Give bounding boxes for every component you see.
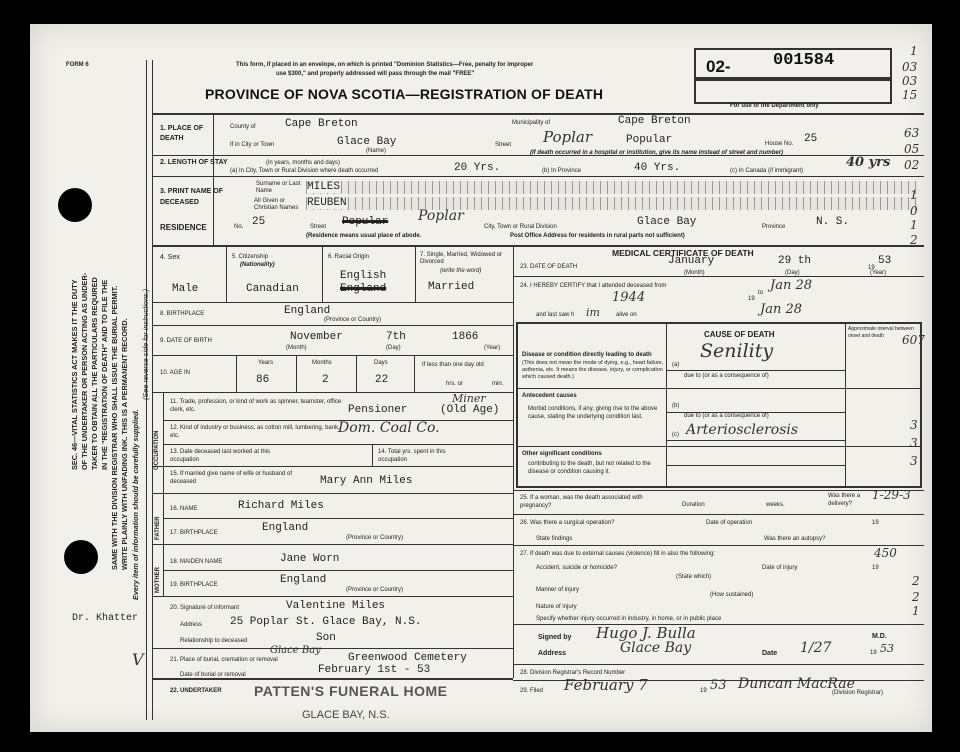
length-of-stay-sub: (in years, months and days) [266,160,341,166]
surname-label: Surname or Last Name [256,181,301,194]
signed-year-prefix: 19 [870,650,877,656]
father-name-value: Richard Miles [238,500,324,512]
industry-label: 12. Kind of industry or business, as cotton mill, lumbering, bank, etc. [170,425,340,439]
instruction-line-2: OF THE UNDERTAKER OR PERSON ACTING AS UNDER- [80,272,89,470]
alive-on-label: alive on [616,312,637,318]
interval-label: Approximate interval between onset and death [848,326,914,339]
residence-province-value: N. S. [816,216,850,228]
racial-origin-struck: England [340,283,387,295]
informant-address-value: 25 Poplar St. Glace Bay, N.S. [230,616,422,628]
autopsy-label: Was there an autopsy? [764,536,826,542]
residence-label: RESIDENCE [160,223,207,232]
department-use-label: For use of the Department only [730,103,819,109]
dod-day: 29 th [778,255,812,267]
signed-by-signature: Hugo J. Bulla [596,624,696,642]
mother-birthplace-value: England [280,574,327,586]
house-value: 25 [804,133,818,145]
name-caption: (Name) [366,148,387,154]
residence-city-label: City, Town or Rural Division [484,224,557,230]
immediate-label: Disease or condition directly leading to death [522,352,652,358]
stay-city-label: (a) In City, Town or Rural Division where death occurred [230,168,379,174]
operation-date-label: Date of operation [706,520,753,526]
margin-code: 63 [904,126,920,140]
street-value: Popular [626,134,673,146]
informant-address-label: Address [180,622,203,628]
surname-value: MILES [307,181,341,193]
burial-place-value: Greenwood Cemetery [348,652,467,664]
street-handwritten: Poplar [543,128,593,146]
cause-a-value: Senility [700,340,774,362]
marital-value: Married [428,281,475,293]
attended-to-label: to [758,290,764,296]
min-label: min. [492,381,504,387]
relationship-label: Relationship to deceased [180,638,248,644]
marital-label: 7. Single, Married, Widowed or Divorced [420,252,503,265]
birthplace-label: 8. BIRTHPLACE [160,311,205,317]
mother-maiden-value: Jane Worn [280,553,340,565]
signed-date-label: Date [762,650,778,657]
birthplace-value: England [284,305,331,317]
age-months-value: 2 [322,374,329,386]
dod-year: 53 [878,255,892,267]
margin-code: 1 [910,188,918,202]
due-to-a: due to (or as a consequence of) [684,373,769,379]
instruction-line-6: WRITE PLAINLY WITH UNFADING INK. THIS IS A PERMANENT RECORD. [120,318,129,570]
nature-label: Nature of injury [536,604,577,610]
burial-date-label: Date of burial or removal [180,672,246,678]
marital-sub: (write the word) [440,268,482,274]
dod-day-cap: (Day) [785,270,800,276]
due-to-b: due to (or as a consequence of) [684,413,769,419]
length-of-stay-label: 2. LENGTH OF STAY [160,159,228,166]
burial-date-value: February 1st - 53 [318,664,431,676]
dod-year-cap: (Year) [870,270,887,276]
father-birthplace-sub: (Province or Country) [346,535,404,541]
total-years-label: 14. Total yrs. spent in this occupation [378,449,446,463]
residence-note-2: Post Office Address for residents in rural parts not sufficient) [510,233,685,239]
registrar-caption: (Division Registrar) [832,690,884,696]
department-box [694,79,892,104]
filed-label: 29. Filed [520,688,544,694]
punch-hole-bottom [64,540,98,574]
spouse-label: 15. If married give name of wife or husband of deceased [170,471,293,485]
citizenship-value: Canadian [246,283,299,295]
racial-origin-value: English [340,270,387,282]
last-saw-label: and last saw h [536,312,575,318]
dob-year-cap: (Year) [484,345,501,351]
last-worked-label: 13. Date deceased last worked at this occupation [170,449,271,463]
registrar-signature: Duncan MacRae [738,676,855,692]
instruction-line-5: SAME WITH THE DIVISION REGISTRAR WHO SHALL ISSUE THE BURIAL PERMIT. [110,285,119,570]
injury-place-label: Specify whether injury occurred in industry, in home, or in public place [536,616,722,622]
mail-notice-2: use $300," and properly addressed will pass through the mail "FREE" [276,71,475,77]
residence-no-label: No. [234,224,244,230]
margin-code: 03 [902,74,918,88]
stay-canada-label: (c) In Canada (if immigrant) [730,168,804,174]
pregnancy-label: 25. If a woman, was the death associated with pregnancy? [520,495,643,509]
margin-code: 2 [912,574,920,588]
filed-year: 53 [710,678,727,693]
state-which-label: (State which) [676,574,712,580]
manner-label: Manner of injury [536,587,580,593]
registration-prefix: 02- [706,57,731,76]
occupation-side-label: OCCUPATION [154,430,160,470]
informant-label: 20. Signature of informant [170,605,240,611]
margin-code: 2 [910,233,918,247]
alive-on-handwritten: Jan 28 [760,302,803,317]
father-birthplace-value: England [262,522,309,534]
surgery-label: 26. Was there a surgical operation? [520,520,615,526]
injury-date-label: Date of injury [762,565,798,571]
stay-city-value: 20 Yrs. [454,162,501,174]
margin-code: 3 [910,454,918,468]
cause-a-marker: (a) [672,362,680,368]
county-value: Cape Breton [285,118,358,130]
form-number: FORM 6 [66,62,89,68]
mother-birthplace-label: 19. BIRTHPLACE [170,582,218,588]
dob-month-cap: (Month) [286,345,307,351]
dob-label: 9. DATE OF BIRTH [160,338,212,344]
instruction-line-8: (See reverse side for instructions.) [141,288,150,400]
external-causes-label: 27. If death was due to external causes (violence) fill in also the following: [520,551,716,557]
mail-notice-1: This form, if placed in an envelope, on which is printed "Dominion Statistics—Free, penalty for improper [236,62,534,68]
spouse-value: Mary Ann Miles [320,475,413,487]
mother-side-label: MOTHER [155,567,161,593]
cause-c-marker: (c) [672,432,679,438]
municipality-label: Municipality of [512,120,551,126]
burial-place-label: 21. Place of burial, cremation or removal [170,657,278,663]
municipality-value: Cape Breton [618,115,691,127]
instruction-line-7: Every item of information should be carefully supplied. [131,409,140,600]
mother-birthplace-sub: (Province or Country) [346,587,404,593]
operation-year-prefix: 19 [872,520,879,526]
trade-handwritten: Miner [452,392,486,405]
registration-number: 001584 [773,51,835,70]
sex-value: Male [172,283,199,295]
residence-city-value: Glace Bay [637,216,697,228]
trade-value: Pensioner [348,404,408,416]
antecedent-label: Antecedent causes [522,393,577,399]
stay-canada-value: 40 yrs [846,155,891,170]
margin-code: 1 [910,44,918,58]
filed-handwritten: February 7 [564,676,648,694]
street-label: Street [495,142,512,148]
age-months-label: Months [312,360,332,366]
attended-to-handwritten: Jan 28 [770,278,813,293]
instruction-line-3: TAKER TO OBTAIN ALL THE PARTICULARS REQUIRED [90,277,99,470]
industry-handwritten: Dom. Coal Co. [338,420,440,436]
age-label: 10. AGE IN [160,370,191,376]
hrs-label: hrs. or [446,381,464,387]
informant-value: Valentine Miles [286,600,386,612]
findings-label: State findings [536,536,573,542]
doctor-margin-note: Dr. Khatter [72,613,139,624]
accident-label: Accident, suicide or homicide? [536,565,618,571]
instruction-line-4: IN THE "REGISTRATION OF DEATH" AND TO FILE THE [100,279,109,470]
margin-code: 1-29-3 [872,488,911,502]
how-sustained-label: (How sustained) [710,592,754,598]
instruction-line-1: SEC. 46—VITAL STATISTICS ACT MAKES IT THE DUTY [70,279,79,470]
undertaker-stamp-2: GLACE BAY, N.S. [302,709,390,721]
age-days-label: Days [374,360,388,366]
city-label: If in City or Town [230,142,275,148]
residence-note-1: (Residence means usual place of abode. [306,233,422,239]
margin-code: 450 [874,546,897,560]
other-conditions-note: contributing to the death, but not related to the disease or condition causing it. [528,461,651,475]
cause-b-marker: (b) [672,403,680,409]
father-birthplace-label: 17. BIRTHPLACE [170,530,218,536]
sex-label: 4. Sex [160,254,180,261]
duration-label: Duration [682,502,705,508]
cause-c-value: Arteriosclerosis [686,422,799,438]
age-days-value: 22 [375,374,389,386]
immediate-note: (This does not mean the mode of dying, e.g., heart failure, asthenia, etc. It means the disease, injury, or complication which caused death.) [522,360,664,380]
stay-province-label: (b) In Province [542,168,582,174]
dod-month: January [668,255,715,267]
md-label: M.D. [872,633,887,640]
margin-code: 0 [910,204,918,218]
certify-label: 24. I HEREBY CERTIFY that I attended deceased from [520,283,667,289]
residence-street-struck: Popular [342,216,389,228]
weeks-label: weeks. [766,502,785,508]
given-names-value: REUBEN [307,197,347,209]
citizenship-sub: (Nationality) [240,262,275,268]
signed-year: 53 [880,642,894,655]
dod-year-prefix: 19 [868,265,875,271]
birthplace-sub: (Province or Country) [324,317,382,323]
residence-no-value: 25 [252,216,266,228]
margin-code: 05 [904,142,920,156]
city-value: Glace Bay [337,136,397,148]
delivery-label: Was there a delivery? [828,493,861,507]
dod-label: 23. DATE OF DEATH [520,264,578,270]
medical-certificate-title: MEDICAL CERTIFICATE OF DEATH [612,248,754,258]
age-years-label: Years [258,360,274,366]
margin-code: 3 [910,418,918,432]
place-of-death-label: 1. PLACE OF DEATH [160,125,204,142]
burial-place-handwritten: Glace Bay [270,645,321,656]
check-mark: V [132,650,144,669]
attended-from-year-prefix: 19 [748,296,755,302]
stay-province-value: 40 Yrs. [634,162,681,174]
dod-month-cap: (Month) [684,270,705,276]
margin-code: 15 [902,88,918,102]
undertaker-label: 22. UNDERTAKER [170,688,222,694]
print-name-label: 3. PRINT NAME OF DECEASED [160,188,224,206]
county-label: County of [230,124,256,130]
margin-code: 2 [912,590,920,604]
less-than-day-label: If less than one day old [422,362,484,368]
residence-province-label: Province [762,224,786,230]
undertaker-stamp-1: PATTEN'S FUNERAL HOME [254,683,448,699]
dob-day-cap: (Day) [386,345,401,351]
margin-code: 3 [910,436,918,450]
signed-date-handwritten: 1/27 [800,640,832,656]
dob-day: 7th [386,331,406,343]
dob-year: 1866 [452,331,479,343]
residence-street-handwritten: Poplar [418,208,464,224]
dob-month: November [290,331,343,343]
mother-maiden-label: 18. MAIDEN NAME [170,559,223,565]
father-name-label: 16. NAME [170,506,198,512]
margin-code: 03 [902,60,918,74]
hospital-note: (If death occurred in a hospital or institution, give its name instead of street and number) [530,150,784,156]
filed-year-prefix: 19 [700,688,707,694]
racial-origin-label: 6. Racial Origin [328,254,370,260]
margin-code: 1 [910,218,918,232]
given-names-label: All Given or Christian Names [254,198,299,211]
form-title: PROVINCE OF NOVA SCOTIA—REGISTRATION OF DEATH [205,86,604,102]
injury-year-prefix: 19 [872,565,879,571]
margin-code: 02 [904,158,920,172]
other-conditions-label: Other significant conditions [522,451,602,457]
relationship-value: Son [316,632,336,644]
attended-from-handwritten: 1944 [612,290,646,305]
registrar-record-label: 28. Division Registrar's Record Number [520,670,626,676]
signed-address-label: Address [538,650,567,657]
residence-street-label: Street [310,224,327,230]
citizenship-label: 5. Citizenship [232,254,269,260]
last-saw-handwritten: im [586,306,600,319]
margin-code: 1 [912,604,920,618]
trade-label: 11. Trade, profession, or kind of work as spinner, teamster, office clerk, etc. [170,399,342,413]
signed-address-handwritten: Glace Bay [620,640,692,656]
house-label: House No. [765,141,794,147]
antecedent-note: Morbid conditions, if any, giving rise to the above cause, stating the underlying condition last. [528,406,658,420]
punch-hole-top [58,188,92,222]
margin-code: 607 [902,333,925,347]
signed-by-label: Signed by [538,634,572,641]
trade-paren: (Old Age) [440,404,500,416]
age-years-value: 86 [256,374,270,386]
cause-of-death-title: CAUSE OF DEATH [704,330,775,339]
father-side-label: FATHER [155,516,161,540]
